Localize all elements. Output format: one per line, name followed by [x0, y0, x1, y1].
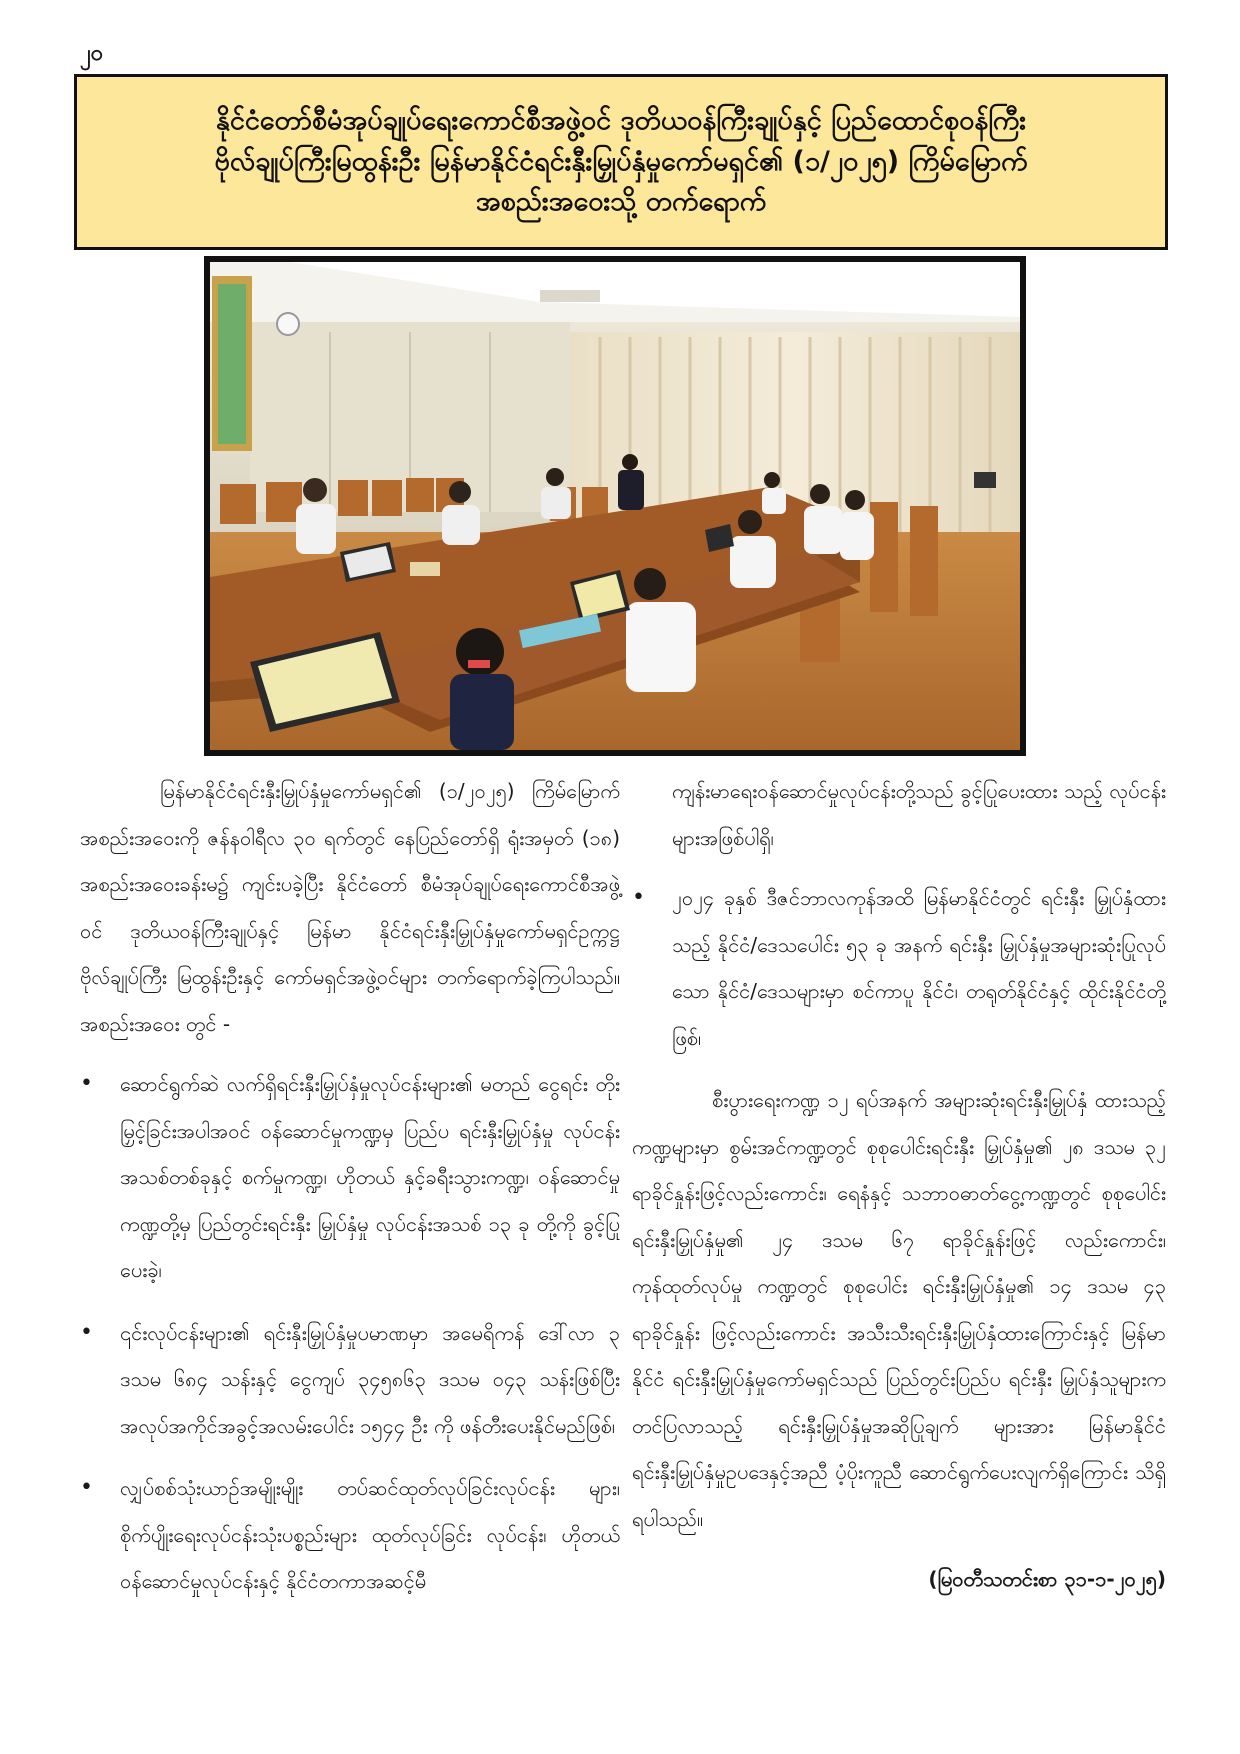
- bullet-icon: •: [80, 1475, 93, 1500]
- headline-line-1: နိုင်ငံတော်စီမံအုပ်ချုပ်ရေးကောင်စီအဖွဲ့ဝင် ဒုတိယဝန်ကြီးချုပ်နှင့် ပြည်ထောင်စုဝန်ကြီး: [215, 105, 1027, 137]
- bullet-continuation: ကျန်းမာရေးဝန်ဆောင်မှုလုပ်ငန်းတို့သည် ခွင့်ပြုပေးထား သည့် လုပ်ငန်းများအဖြစ်ပါရှိ၊: [672, 779, 1166, 850]
- list-item: [80, 1465, 620, 1605]
- meeting-room-illustration: [210, 262, 1020, 750]
- list-item: [80, 1061, 620, 1294]
- headline-line-2: ဗိုလ်ချုပ်ကြီးမြထွန်းဦး မြန်မာနိုင်ငံရင်းနှီးမြှုပ်နှံမှုကော်မရှင်၏ (၁/၂၀၂၅) ကြိမ်မြောက်: [214, 145, 1028, 177]
- list-item-text: လျှပ်စစ်သုံးယာဉ်အမျိုးမျိုး တပ်ဆင်ထုတ်လုပ်ခြင်းလုပ်ငန်း များ၊ စိုက်ပျိုးရေးလုပ်ငန်းသုံးပစ္စည်းများ ထုတ်လုပ်ခြင်း လုပ်ငန်း၊ ဟိုတယ်ဝန်ဆောင်မှုလုပ်ငန်းနှင့် နိုင်ငံတကာအဆင့်မီ: [120, 1476, 620, 1593]
- list-item: [632, 875, 1166, 1061]
- list-item-text: ၂၀၂၄ ခုနှစ် ဒီဇင်ဘာလကုန်အထိ မြန်မာနိုင်ငံတွင် ရင်းနှီး မြှုပ်နှံထားသည့် နိုင်ငံ/ဒေသပေါင်း ၅၃ ခု အနက် ရင်းနှီး မြှုပ်နှံမှုအများဆုံးပြုလုပ်သော နိုင်ငံ/ဒေသများမှာ စင်ကာပူ နိုင်ငံ၊ တရုတ်နိုင်ငံနှင့် ထိုင်းနိုင်ငံတို့ဖြစ်၊: [672, 886, 1166, 1050]
- page-number: ၂၀: [80, 41, 104, 66]
- list-item: [80, 1310, 620, 1450]
- headline-box: [74, 74, 1168, 250]
- source-credit: (မြဝတီသတင်းစာ ၃၁-၁-၂၀၂၅): [928, 1567, 1166, 1591]
- list-item-text: ဆောင်ရွက်ဆဲ လက်ရှိရင်းနှီးမြှုပ်နှံမှုလုပ်ငန်းများ၏ မတည် ငွေရင်း တိုးမြှင့်ခြင်းအပါအဝင် ဝန်ဆောင်မှုကဏ္ဍမှ ပြည်ပ ရင်းနှီးမြှုပ်နှံမှု လုပ်ငန်းအသစ်တစ်ခုနှင့် စက်မှုကဏ္ဍ၊ ဟိုတယ် နှင့်ခရီးသွားကဏ္ဍ၊ ဝန်ဆောင်မှုကဏ္ဍတို့မှ ပြည်တွင်းရင်းနှီး မြှုပ်နှံမှု လုပ်ငန်းအသစ် ၁၃ ခု တို့ကို ခွင့်ပြုပေးခဲ့၊: [120, 1072, 620, 1282]
- intro-paragraph: မြန်မာနိုင်ငံရင်းနှီးမြှုပ်နှံမှုကော်မရှင်၏ (၁/၂၀၂၅) ကြိမ်မြောက် အစည်းအဝေးကို ဇန်နဝါရီလ ၃၀ ရက်တွင် နေပြည်တော်ရှိ ရုံးအမှတ် (၁၈) အစည်းအဝေးခန်းမ၌ ကျင်းပခဲ့ပြီး နိုင်ငံတော် စီမံအုပ်ချုပ်ရေးကောင်စီအဖွဲ့ဝင် ဒုတိယဝန်ကြီးချုပ်နှင့် မြန်မာ နိုင်ငံရင်းနှီးမြှုပ်နှံမှုကော်မရှင်ဥက္ကဋ္ဌ ဗိုလ်ချုပ်ကြီး မြထွန်းဦးနှင့် ကော်မရှင်အဖွဲ့ဝင်များ တက်ရောက်ခဲ့ကြပါသည်။ အစည်းအဝေး တွင် -: [80, 779, 620, 1036]
- list-item-text: ၎င်းလုပ်ငန်းများ၏ ရင်းနှီးမြှုပ်နှံမှုပမာဏမှာ အမေရိကန် ဒေါ်လာ ၃ ဒသမ ၆၈၄ သန်းနှင့် ငွေကျပ် ၃၄၅၈၆၃ ဒသမ ၀၄၃ သန်းဖြစ်ပြီး အလုပ်အကိုင်အခွင့်အလမ်းပေါင်း ၁၅၄၄ ဦး ကို ဖန်တီးပေးနိုင်မည်ဖြစ်၊: [120, 1320, 620, 1438]
- right-column: [632, 768, 1166, 1603]
- left-column: [80, 768, 620, 1621]
- bullet-icon: •: [80, 1319, 93, 1345]
- meeting-photo: [204, 256, 1026, 756]
- headline-line-3: အစည်းအဝေးသို့ တက်ရောက်: [475, 186, 767, 218]
- bullet-icon: •: [80, 1071, 93, 1096]
- bullet-icon: •: [632, 885, 645, 910]
- body-paragraph: စီးပွားရေးကဏ္ဍ ၁၂ ရပ်အနက် အများဆုံးရင်းနှီးမြှုပ်နှံ ထားသည့်ကဏ္ဍများမှာ စွမ်းအင်ကဏ္ဍတွင် စုစုပေါင်းရင်းနှီး မြှုပ်နှံမှု၏ ၂၈ ဒသမ ၃၂ ရာခိုင်နှုန်းဖြင့်လည်းကောင်း၊ ရေနံနှင့် သဘာဝဓာတ်ငွေ့ကဏ္ဍတွင် စုစုပေါင်းရင်းနှီးမြှုပ်နှံမှု၏ ၂၄ ဒသမ ၆၇ ရာခိုင်နှုန်းဖြင့် လည်းကောင်း၊ ကုန်ထုတ်လုပ်မှု ကဏ္ဍတွင် စုစုပေါင်း ရင်းနှီးမြှုပ်နှံမှု၏ ၁၄ ဒသမ ၄၃ ရာခိုင်နှုန်း ဖြင့်လည်းကောင်း အသီးသီးရင်းနှီးမြှုပ်နှံထားကြောင်းနှင့် မြန်မာ နိုင်ငံ ရင်းနှီးမြှုပ်နှံမှုကော်မရှင်သည် ပြည်တွင်းပြည်ပ ရင်းနှီး မြှုပ်နှံသူများက တင်ပြလာသည့် ရင်းနှီးမြှုပ်နှံမှုအဆိုပြုချက် များအား မြန်မာနိုင်ငံ ရင်းနှီးမြှုပ်နှံမှုဥပဒေနှင့်အညီ ပံ့ပိုးကူညီ ဆောင်ရွက်ပေးလျက်ရှိကြောင်း သိရှိရပါသည်။: [632, 1088, 1166, 1531]
